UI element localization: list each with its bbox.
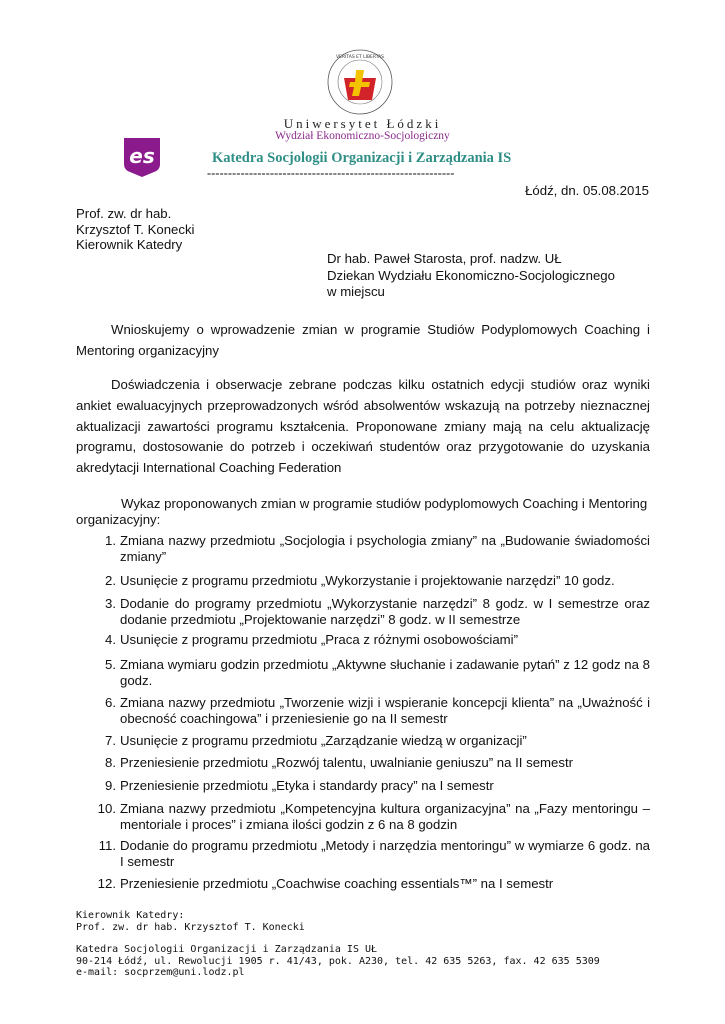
list-item-number: 1. [105,533,116,548]
list-item-number: 5. [105,657,116,672]
list-item-text: Przeniesienie przedmiotu „Coachwise coaching essentials™” na I semestr [120,876,554,891]
list-item-text: Dodanie do programy przedmiotu „Wykorzystanie narzędzi” 8 godz. w I semestrze oraz dodanie przedmiotu „Projektowanie narzędzi” 8 godz. w II semestrze [120,596,650,627]
svg-text:es: es [129,144,155,168]
list-item-text: Usunięcie z programu przedmiotu „Wykorzystanie i projektowanie narzędzi” 10 godz. [120,573,615,588]
recipient-role: Dziekan Wydziału Ekonomiczno-Socjologicznego [327,267,615,283]
letter-date: Łódź, dn. 05.08.2015 [525,183,649,198]
list-item-text: Zmiana nazwy przedmiotu „Kompetencyjna kultura organizacyjna” na „Fazy mentoringu – mentoriale i proces” i zmiana ilości godzin z 6 na 8 godzin [120,801,650,832]
list-item-text: Dodanie do programu przedmiotu „Metody i narzędzia mentoringu” w wymiarze 6 godz. na I semestr [120,838,650,869]
address-line-1: Katedra Socjologii Organizacji i Zarządzania IS UŁ [76,944,378,955]
list-item-text: Usunięcie z programu przedmiotu „Zarządzanie wiedzą w organizacji” [120,733,527,748]
sender-block [76,206,195,253]
list-item-number: 12. [97,876,116,891]
department-name: Katedra Socjologii Organizacji i Zarządzania IS [212,150,512,166]
signature-title: Kierownik Katedry: [76,910,185,921]
university-seal-logo [326,48,394,116]
list-item-number: 11. [98,838,116,853]
es-faculty-logo [120,134,164,178]
address-line-2: 90-214 Łódź, ul. Rewolucji 1905 r. 41/43, pok. A230, tel. 42 635 5263, fax. 42 635 5309 [76,955,600,967]
university-name: Uniwersytet Łódzki [283,116,442,131]
list-item-number: 7. [105,733,116,748]
body-paragraph-1: Wnioskujemy o wprowadzenie zmian w programie Studiów Podyplomowych Coaching i Mentoring organizacyjny [76,322,650,358]
address-block [76,944,600,979]
list-item-text: Zmiana nazwy przedmiotu „Tworzenie wizji i wspieranie koncepcji klienta” na „Uważność i obecność coachingowa” i przeniesienie go na II semestr [120,695,650,726]
list-item-number: 4. [105,632,116,647]
sender-title: Prof. zw. dr hab. [76,206,172,221]
list-item-number: 8. [105,755,116,770]
list-item-number: 10. [97,801,116,816]
svg-text:VERITAS ET LIBERTAS: VERITAS ET LIBERTAS [335,55,385,60]
changes-intro: Wykaz proponowanych zmian w programie studiów podyplomowych Coaching i Mentoring organizacyjny: [76,496,648,527]
list-item-number: 9. [105,778,116,793]
list-item-number: 3. [105,596,116,611]
body-paragraph-2: Doświadczenia i obserwacje zebrane podczas kilku ostatnich edycji studiów oraz wyniki ankiet ewaluacyjnych przeprowadzonych wśród absolwentów wskazują na potrzeby nieznacznej aktualizacji zawartości programu kształcenia. Proponowane zmiany mają na celu aktualizację programu, dostosowanie do potrzeb i oczekiwań studentów oraz przygotowanie do uzyskania akredytacji International Coaching Federation [76,377,650,476]
list-item-text: Zmiana nazwy przedmiotu „Socjologia i psychologia zmiany” na „Budowanie świadomości zmiany” [120,533,650,564]
email-line: e-mail: socprzem@uni.lodz.pl [76,967,245,978]
sender-name: Krzysztof T. Konecki [76,221,195,237]
header-divider: ----------------------------------------------------------- [207,166,455,180]
faculty-name: Wydział Ekonomiczno-Socjologiczny [275,130,450,142]
list-item-number: 6. [105,695,116,710]
signature-block [76,910,305,933]
recipient-name: Dr hab. Paweł Starosta, prof. nadzw. UŁ [327,251,562,266]
list-item-text: Przeniesienie przedmiotu „Rozwój talentu, uwalnianie geniuszu” na II semestr [120,755,573,770]
list-item-text: Usunięcie z programu przedmiotu „Praca z różnymi osobowościami” [120,632,518,647]
recipient-location: w miejscu [327,284,385,299]
sender-role: Kierownik Katedry [76,237,183,252]
signature-name: Prof. zw. dr hab. Krzysztof T. Konecki [76,921,305,933]
list-item-text: Przeniesienie przedmiotu „Etyka i standardy pracy” na I semestr [120,778,494,793]
list-item-text: Zmiana wymiaru godzin przedmiotu „Aktywne słuchanie i zadawanie pytań” z 12 godz na 8 godz. [120,657,650,688]
recipient-block [327,251,615,301]
list-item-number: 2. [105,573,116,588]
